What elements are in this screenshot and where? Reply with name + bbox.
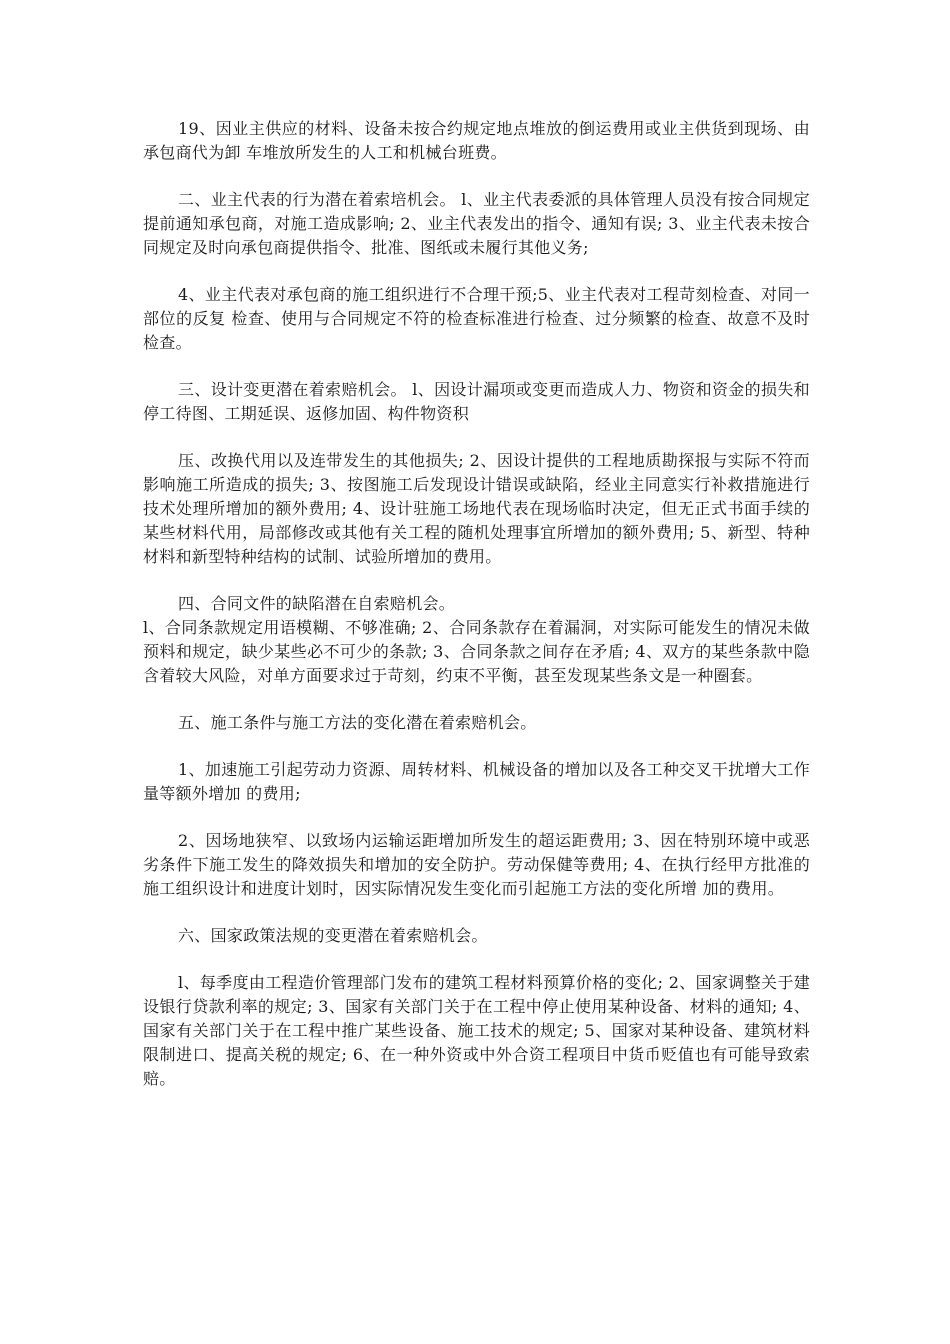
paragraph-site-constraints: 2、因场地狭窄、以致场内运输运距增加所发生的超运距费用; 3、因在特别环境中或恶劣条件下施工发生的降效损失和增加的安全防护。劳动保健等费用; 4、在执行经甲方批准的施工组织设计和进度计划时，因实际情况发生变化而引起施工方法的变化所增 加的费用。 [143,831,810,898]
document-body [143,117,810,1091]
paragraph-contract-defects: l、合同条款规定用语模糊、不够准确; 2、合同条款存在着漏洞，对实际可能发生的情况未做预料和规定，缺少某些必不可少的条款; 3、合同条款之间存在矛盾; 4、双方的某些条款中隐含着较大风险，对单方面要求过于苛刻，约束不平衡，甚至发现某些条文是一种圈套。 [143,618,810,685]
paragraph-policy-changes: l、每季度由工程造价管理部门发布的建筑工程材料预算价格的变化; 2、国家调整关于建设银行贷款利率的规定; 3、国家有关部门关于在工程中停止使用某种设备、材料的通知; 4、国家有关部门关于在工程中推广某些设备、施工技术的规定; 5、国家对某种设备、建筑材料限制进口、提高关税的规定; 6、在一种外资或中外合资工程项目中货币贬值也有可能导致索赔。 [143,973,810,1088]
paragraph-policy-heading: 六、国家政策法规的变更潜在着索赔机会。 [178,926,488,945]
paragraph-design-change: 三、设计变更潜在着索赔机会。 l、因设计漏项或变更而造成人力、物资和资金的损失和停工待图、工期延误、返修加固、构件物资积 [143,380,810,423]
paragraph-owner-interference: 4、业主代表对承包商的施工组织进行不合理干预;5、业主代表对工程苛刻检查、对同一部位的反复 检查、使用与合同规定不符的检查标准进行检查、过分频繁的检查、故意不及时检查。 [143,285,810,352]
paragraph-19: 19、因业主供应的材料、设备未按合约规定地点堆放的倒运费用或业主供货到现场、由承包商代为卸 车堆放所发生的人工和机械台班费。 [143,119,810,162]
paragraph-design-losses: 压、改换代用以及连带发生的其他损失; 2、因设计提供的工程地质勘探报与实际不符而影响施工所造成的损失; 3、按图施工后发现设计错误或缺陷，经业主同意实行补救措施进行技术处理所增加的额外费用; 4、设计驻施工场地代表在现场临时决定，但无正式书面手续的某些材料代用，局部修改或其他有关工程的随机处理事宜所增加的额外费用; 5、新型、特种材料和新型特种结构的试制、试验所增加的费用。 [143,451,810,566]
paragraph-contract-defects-heading: 四、合同文件的缺陷潜在自索赔机会。 [178,594,456,613]
paragraph-accelerated-construction: 1、加速施工引起劳动力资源、周转材料、机械设备的增加以及各工种交叉干扰增大工作量等额外增加 的费用; [143,760,810,803]
paragraph-construction-conditions-heading: 五、施工条件与施工方法的变化潜在着索赔机会。 [178,713,537,732]
paragraph-owner-representative: 二、业主代表的行为潜在着索培机会。 l、业主代表委派的具体管理人员没有按合同规定提前通知承包商，对施工造成影响; 2、业主代表发出的指令、通知有误; 3、业主代表未按合同规定及时向承包商提供指令、批准、图纸或未履行其他义务; [143,190,810,257]
